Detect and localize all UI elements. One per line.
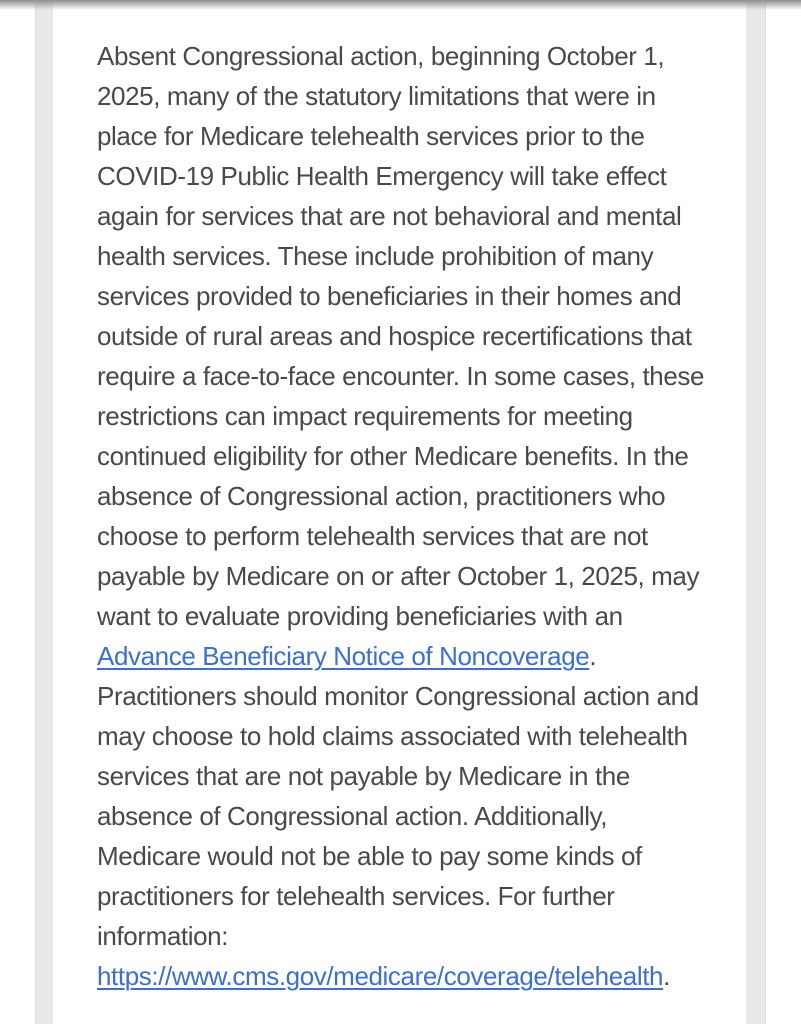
advance-beneficiary-notice-link[interactable]: Advance Beneficiary Notice of Noncoverage <box>97 641 590 671</box>
text-segment: . <box>663 961 670 991</box>
article-paragraph <box>97 36 710 996</box>
cms-telehealth-url-link[interactable]: https://www.cms.gov/medicare/coverage/telehealth <box>97 961 664 991</box>
right-gutter <box>746 0 766 1024</box>
text-segment: . Practitioners should monitor Congressional action and may choose to hold claims associated with telehealth services that are not payable by Medicare in the absence of Congressional action. Additionally, Medicare would not be able to pay some kinds of practitioners for telehealth services. For further information: <box>97 641 699 951</box>
document-content-area <box>53 0 746 1024</box>
text-segment: Absent Congressional action, beginning October 1, 2025, many of the statutory limitations that were in place for Medicare telehealth services prior to the COVID-19 Public Health Emergency will take effect again for services that are not behavioral and mental health services. These include prohibition of many services provided to beneficiaries in their homes and outside of rural areas and hospice recertifications that require a face-to-face encounter. In some cases, these restrictions can impact requirements for meeting continued eligibility for other Medicare benefits. In the absence of Congressional action, practitioners who choose to perform telehealth services that are not payable by Medicare on or after October 1, 2025, may want to evaluate providing beneficiaries with an <box>97 41 705 631</box>
left-gutter <box>35 0 54 1024</box>
